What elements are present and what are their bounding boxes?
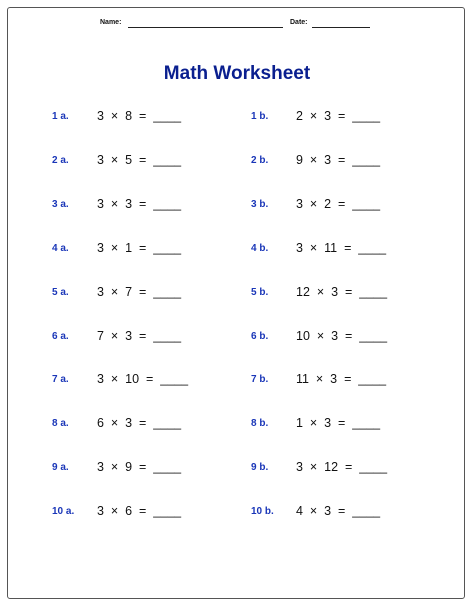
problem-row (0, 328, 474, 348)
problem-row (0, 459, 474, 479)
problem-expression: 2 × 3 = ____ (296, 109, 381, 123)
problem-row (0, 240, 474, 260)
problem-label: 9 b. (251, 462, 269, 474)
problem-expression: 3 × 12 = ____ (296, 460, 388, 475)
problem-label: 8 b. (251, 418, 269, 430)
problem-label: 1 b. (251, 111, 269, 122)
problem-expression: 12 × 3 = ____ (296, 284, 388, 299)
problem-label: 6 b. (251, 330, 269, 342)
problem-label: 4 b. (251, 242, 269, 254)
problem-expression: 3 × 2 = ____ (296, 196, 381, 211)
problem-row (0, 371, 474, 391)
problem-expression: 3 × 3 = ____ (97, 196, 182, 211)
problem-row (0, 415, 474, 435)
problem-label: 3 b. (251, 198, 269, 210)
problem-row (0, 152, 474, 172)
problem-expression: 3 × 7 = ____ (97, 284, 182, 299)
problem-expression: 9 × 3 = ____ (296, 152, 381, 167)
problem-row (0, 108, 474, 128)
problem-label: 5 b. (251, 286, 269, 298)
problem-label: 5 a. (52, 286, 69, 298)
problem-label: 7 a. (52, 374, 69, 386)
problem-expression: 1 × 3 = ____ (296, 416, 381, 431)
problem-label: 2 a. (52, 154, 69, 166)
problem-expression: 3 × 11 = ____ (296, 240, 387, 255)
problem-expression: 6 × 3 = ____ (97, 416, 182, 431)
problem-label: 1 a. (52, 111, 69, 122)
problem-label: 2 b. (251, 154, 269, 166)
problem-label: 4 a. (52, 242, 69, 254)
problem-label: 10 b. (251, 506, 274, 518)
problem-row (0, 284, 474, 304)
problem-label: 8 a. (52, 418, 69, 430)
problem-expression: 3 × 6 = ____ (97, 504, 182, 519)
worksheet-title: Math Worksheet (163, 63, 311, 84)
problem-expression: 3 × 9 = ____ (97, 460, 182, 475)
problem-expression: 10 × 3 = ____ (296, 328, 388, 343)
name-label: Name: (100, 19, 122, 26)
problem-label: 7 b. (251, 374, 269, 386)
date-label: Date: (290, 19, 308, 26)
problem-expression: 3 × 5 = ____ (97, 152, 182, 167)
problem-label: 10 a. (52, 506, 75, 518)
problem-expression: 3 × 8 = ____ (97, 109, 182, 123)
problem-label: 9 a. (52, 462, 69, 474)
problem-expression: 4 × 3 = ____ (296, 504, 381, 519)
problem-label: 6 a. (52, 330, 69, 342)
problem-expression: 3 × 10 = ____ (97, 372, 189, 387)
problem-row (0, 196, 474, 216)
problem-expression: 11 × 3 = ____ (296, 372, 387, 387)
problem-expression: 3 × 1 = ____ (97, 240, 182, 255)
problem-row (0, 503, 474, 523)
problem-label: 3 a. (52, 198, 69, 210)
problem-expression: 7 × 3 = ____ (97, 328, 182, 343)
